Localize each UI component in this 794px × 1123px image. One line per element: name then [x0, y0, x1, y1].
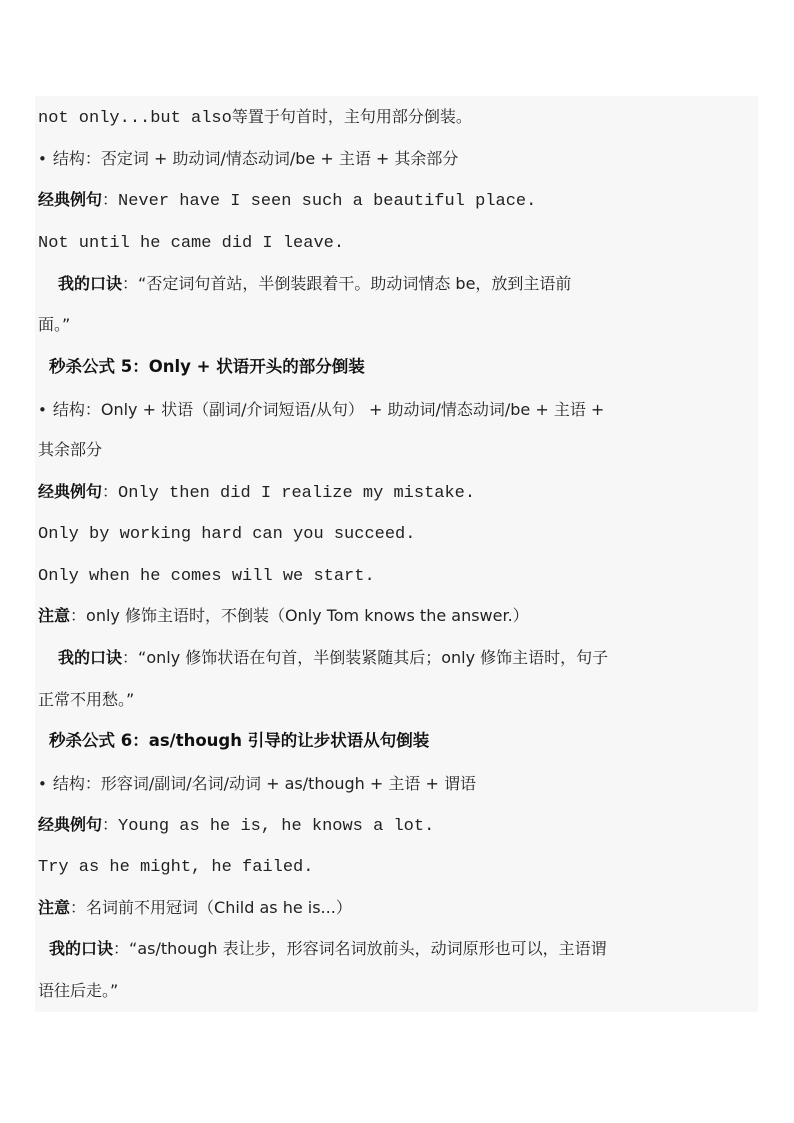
mnemonic-text: 正常不用愁。” — [38, 690, 135, 709]
label-colon: ： — [113, 939, 130, 958]
example-text: Not until he came did I leave. — [38, 234, 345, 253]
structure-line-1 — [38, 144, 458, 174]
mnemonic-line-3-cont — [38, 976, 118, 1006]
example-text: Never have I seen such a beautiful place. — [118, 192, 537, 211]
example-line-7 — [38, 851, 313, 881]
label-colon: ： — [102, 190, 119, 209]
mnemonic-line-3 — [49, 934, 607, 964]
structure-label: 结构： — [52, 774, 101, 793]
label-colon: ： — [70, 898, 87, 917]
mnemonic-line-2-cont — [38, 685, 134, 715]
mnemonic-text: 语往后走。” — [38, 981, 119, 1000]
structure-line-2 — [38, 395, 604, 425]
structure-text: 否定词 + 助动词/情态动词/be + 主语 + 其余部分 — [100, 149, 459, 168]
structure-line-2-cont — [38, 435, 102, 465]
section-heading-5 — [49, 352, 365, 382]
label-colon: ： — [102, 815, 119, 834]
section-title: 秒杀公式 6：as/though 引导的让步状语从句倒装 — [49, 731, 430, 750]
mnemonic-text: “only 修饰状语在句首，半倒装紧随其后；only 修饰主语时，句子 — [138, 648, 609, 667]
label-colon: ： — [102, 482, 119, 501]
example-line-5 — [38, 560, 375, 590]
example-line-4 — [38, 518, 415, 548]
mnemonic-label: 我的口诀 — [58, 274, 123, 293]
note-label: 注意 — [38, 898, 71, 917]
example-label: 经典例句 — [38, 190, 103, 209]
mnemonic-text: “否定词句首站，半倒装跟着干。助动词情态 be，放到主语前 — [138, 274, 572, 293]
mnemonic-label: 我的口诀 — [58, 648, 123, 667]
example-text: Only then did I realize my mistake. — [118, 484, 476, 503]
example-text: Young as he is, he knows a lot. — [118, 817, 435, 836]
intro-text: 等置于句首时，主句用部分倒装。 — [231, 107, 472, 126]
label-colon: ： — [70, 606, 87, 625]
label-colon: ： — [122, 648, 139, 667]
structure-text: 其余部分 — [38, 440, 103, 459]
label-colon: ： — [122, 274, 139, 293]
note-line-2 — [38, 893, 352, 923]
mnemonic-label: 我的口诀 — [49, 939, 114, 958]
note-label: 注意 — [38, 606, 71, 625]
note-text: only 修饰主语时，不倒装（Only Tom knows the answer.） — [86, 606, 529, 625]
section-title: 秒杀公式 5：Only + 状语开头的部分倒装 — [49, 357, 365, 376]
example-text: Only by working hard can you succeed. — [38, 525, 416, 544]
note-text: 名词前不用冠词（Child as he is...） — [86, 898, 352, 917]
example-line-6 — [38, 810, 434, 840]
example-line-2 — [38, 227, 344, 257]
example-line-1 — [38, 185, 536, 215]
section-heading-6 — [49, 726, 429, 756]
mnemonic-line-2 — [58, 643, 608, 673]
structure-label: 结构： — [52, 400, 101, 419]
mnemonic-line-1 — [58, 269, 571, 299]
bullet-icon: • — [38, 401, 47, 419]
intro-line — [38, 102, 472, 132]
example-text: Try as he might, he failed. — [38, 858, 314, 877]
bullet-icon: • — [38, 775, 47, 793]
structure-line-3 — [38, 769, 476, 799]
structure-text: 形容词/副词/名词/动词 + as/though + 主语 + 谓语 — [100, 774, 476, 793]
example-label: 经典例句 — [38, 815, 103, 834]
mnemonic-text: 面。” — [38, 315, 71, 334]
structure-label: 结构： — [52, 149, 101, 168]
bullet-icon: • — [38, 150, 47, 168]
mnemonic-text: “as/though 表让步，形容词名词放前头，动词原形也可以，主语谓 — [129, 939, 607, 958]
example-label: 经典例句 — [38, 482, 103, 501]
example-text: Only when he comes will we start. — [38, 567, 375, 586]
example-line-3 — [38, 477, 475, 507]
structure-text: Only + 状语（副词/介词短语/从句） + 助动词/情态动词/be + 主语 + — [100, 400, 605, 419]
phrase-text: not only...but also — [38, 109, 232, 128]
note-line-1 — [38, 601, 529, 631]
mnemonic-line-1-cont — [38, 310, 70, 340]
